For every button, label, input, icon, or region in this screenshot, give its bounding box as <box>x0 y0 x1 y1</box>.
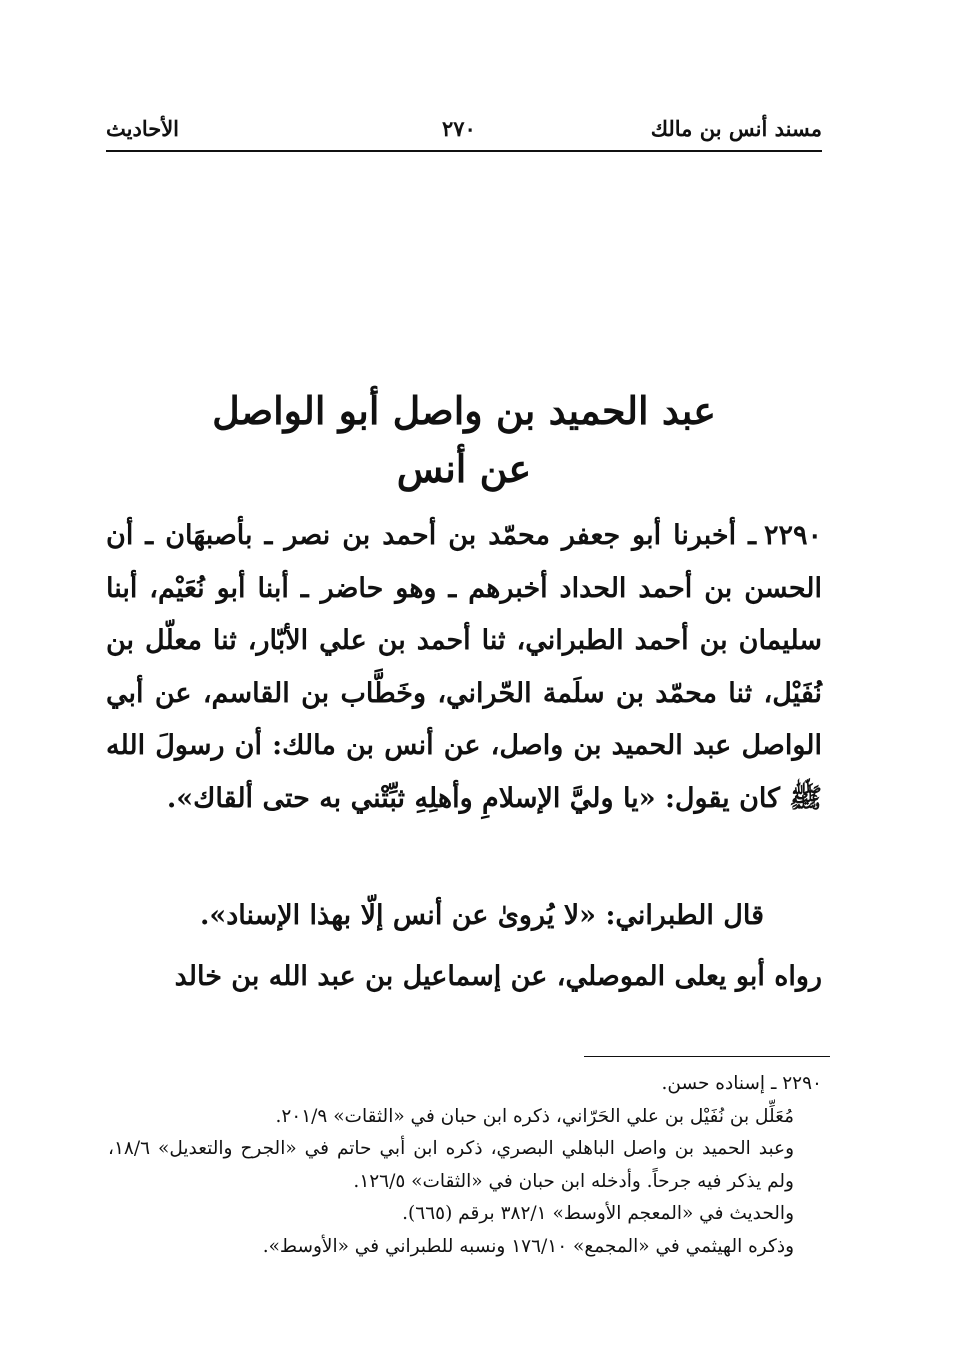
chapter-title <box>106 382 822 498</box>
footnote-line: وعبد الحميد بن واصل الباهلي البصري، ذكره ابن أبي حاتم في «الجرح والتعديل» ١٨/٦، ولم يذكر فيه جرحاً. وأدخله ابن حبان في «الثقات» ١٢٦/٥. <box>108 1138 794 1192</box>
footnotes <box>108 1068 822 1263</box>
hadith-paragraph <box>106 510 822 825</box>
hadith-text: ـ أخبرنا أبو جعفر محمّد بن أحمد بن نصر ـ بأصبهَان ـ أن الحسن بن أحمد الحداد أخبرهم ـ وهو حاضر ـ أبنا أبو نُعَيْم، أبنا سليمان بن أحمد الطبراني، ثنا أحمد بن علي الأبّار، ثنا معلّل بن نُفَيْل، ثنا محمّد بن سلَمة الحّراني، وخَطَّاب بن القاسم، عن أبي الواصل عبد الحميد بن واصل، عن أنس بن مالك: أن رسولَ الله ﷺ كان يقول: «يا وليَّ الإسلامِ وأهلِهِ ثبِّتْني به حتى ألقاك». <box>106 520 822 814</box>
footnote-line: ٢٢٩٠ ـ إسناده حسن. <box>661 1073 822 1094</box>
footnote-line: وذكره الهيثمي في «المجمع» ١٧٦/١٠ ونسبه للطبراني في «الأوسط». <box>262 1235 794 1257</box>
chapter-title-line2: عن أنس <box>396 446 532 491</box>
footnote-line: والحديث في «المعجم الأوسط» ٣٨٢/١ برقم (٦٦٥). <box>402 1203 794 1224</box>
header-section-title: الأحاديث <box>106 116 180 141</box>
hadith-number: ٢٢٩٠ <box>763 520 822 551</box>
abu-yala-remark: رواه أبو يعلى الموصلي، عن إسماعيل بن عبد الله بن خالد <box>174 961 822 992</box>
footnote-line: مُعَلِّل بن نُفَيْل بن علي الحَرّاني، ذكره ابن حبان في «الثقات» ٢٠١/٩. <box>275 1105 794 1127</box>
tabarani-remark: قال الطبراني: «لا يُروىٰ عن أنس إلّا بهذا الإسناد». <box>199 900 764 931</box>
chapter-title-line1: عبد الحميد بن واصل أبو الواصل <box>212 388 716 433</box>
running-header <box>106 112 822 152</box>
footnote-divider <box>584 1056 830 1057</box>
page-number: ٢٧٠ <box>442 116 476 141</box>
header-book-title: مسند أنس بن مالك <box>650 116 822 141</box>
